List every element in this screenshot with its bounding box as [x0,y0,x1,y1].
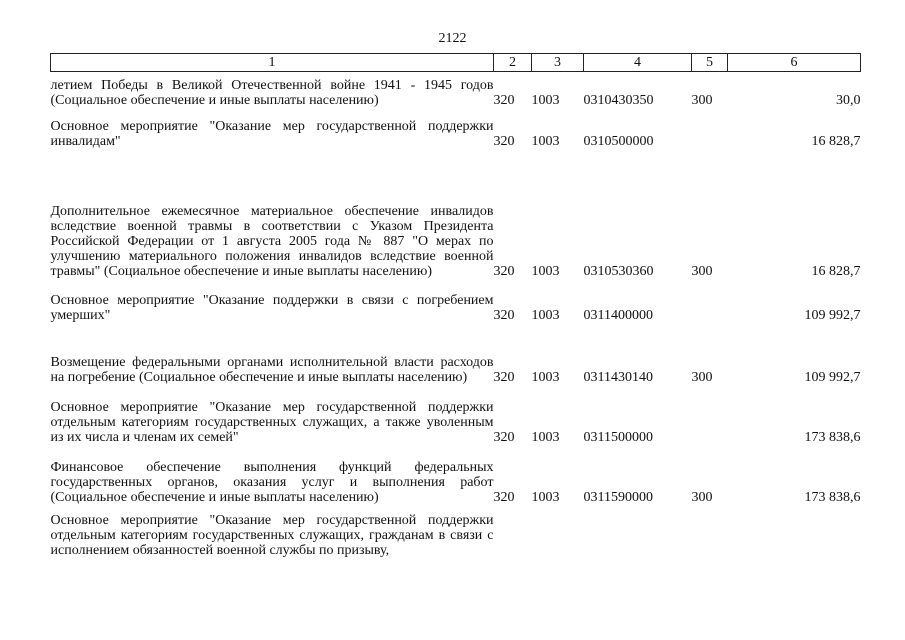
row-description [51,151,494,279]
row-description-text: Основное мероприятие "Оказание мер государственной поддержки отдельным категориям государственных служащих, гражданам в связи с исполнением обязанностей военной службы по призыву, [50,512,494,558]
row-cell-3: 1003 [531,307,560,323]
row-cell-4 [584,505,692,567]
table-row [51,151,861,279]
row-cell-6: 109 992,7 [804,369,861,385]
row-description-text: Основное мероприятие "Оказание мер государственной поддержки инвалидам" [50,118,494,149]
row-cell-5: 300 [691,489,713,505]
row-description-text: Финансовое обеспечение выполнения функций федеральных государственных органов, оказания услуг и выполнения работ (Социальное обеспечение и иные выплаты населению) [50,459,494,505]
row-description-text: Основное мероприятие "Оказание поддержки в связи с погребением умерших" [50,292,494,323]
header-col-4: 4 [584,54,692,72]
table-row [51,505,861,567]
row-description-text: летием Победы в Великой Отечественной войне 1941 - 1945 годов (Социальное обеспечение и иные выплаты населению) [50,77,494,108]
row-cell-6: 16 828,7 [811,133,861,149]
row-cell-3: 1003 [531,369,560,385]
row-cell-6: 16 828,7 [811,263,861,279]
row-description [51,108,494,151]
row-cell-3 [532,505,584,567]
row-cell-3: 1003 [531,92,560,108]
table-row [51,445,861,505]
row-cell-5: 300 [691,92,713,108]
row-cell-6: 173 838,6 [804,429,861,445]
row-cell-5 [692,108,728,151]
row-cell-3: 1003 [531,263,560,279]
row-cell-6 [728,505,861,567]
row-description [51,385,494,445]
row-cell-5 [692,385,728,445]
row-description [51,279,494,323]
row-cell-5 [692,279,728,323]
table-row [51,108,861,151]
row-description-text: Основное мероприятие "Оказание мер государственной поддержки отдельным категориям государственных служащих, а также уволенным из их числа и членам их семей" [50,399,494,445]
row-description [51,505,494,567]
row-cell-4: 0311500000 [583,429,653,445]
row-description-text: Возмещение федеральными органами исполнительной власти расходов на погребение (Социальное обеспечение и иные выплаты населению) [50,354,494,385]
row-cell-5 [692,505,728,567]
row-cell-3: 1003 [531,429,560,445]
row-cell-6: 30,0 [836,92,861,108]
row-cell-4: 0311400000 [583,307,653,323]
row-cell-4: 0310430350 [583,92,654,108]
row-description [51,72,494,108]
row-cell-5: 300 [691,369,713,385]
row-cell-2: 320 [493,489,515,505]
header-col-1: 1 [51,54,494,72]
budget-table [50,53,861,567]
row-cell-4: 0311430140 [583,369,653,385]
header-col-5: 5 [692,54,728,72]
row-cell-5: 300 [691,263,713,279]
row-cell-2: 320 [493,263,515,279]
row-cell-4: 0310530360 [583,263,654,279]
table-row [51,385,861,445]
table-row [51,72,861,108]
row-cell-4: 0311590000 [583,489,653,505]
row-description-text: Дополнительное ежемесячное материальное обеспечение инвалидов вследствие военной травмы в соответствии с Указом Президента Российской Федерации от 1 августа 2005 года № 887 "О мерах по улучшению материального положения инвалидов вследствие военной травмы" (Социальное обеспечение и иные выплаты населению) [50,203,494,279]
table-row [51,279,861,323]
row-cell-3: 1003 [531,489,560,505]
row-description [51,323,494,385]
page-number: 2122 [438,31,467,46]
row-cell-2 [494,505,532,567]
table-row [51,323,861,385]
row-cell-2: 320 [493,307,515,323]
row-cell-2: 320 [493,133,515,149]
row-cell-4: 0310500000 [583,133,654,149]
header-col-3: 3 [532,54,584,72]
header-col-2: 2 [494,54,532,72]
header-col-6: 6 [728,54,861,72]
row-cell-6: 173 838,6 [804,489,861,505]
row-cell-6: 109 992,7 [804,307,861,323]
row-cell-2: 320 [493,429,515,445]
row-cell-2: 320 [493,92,515,108]
row-cell-2: 320 [493,369,515,385]
row-cell-3: 1003 [531,133,560,149]
row-description [51,445,494,505]
table-header-row [51,54,861,72]
